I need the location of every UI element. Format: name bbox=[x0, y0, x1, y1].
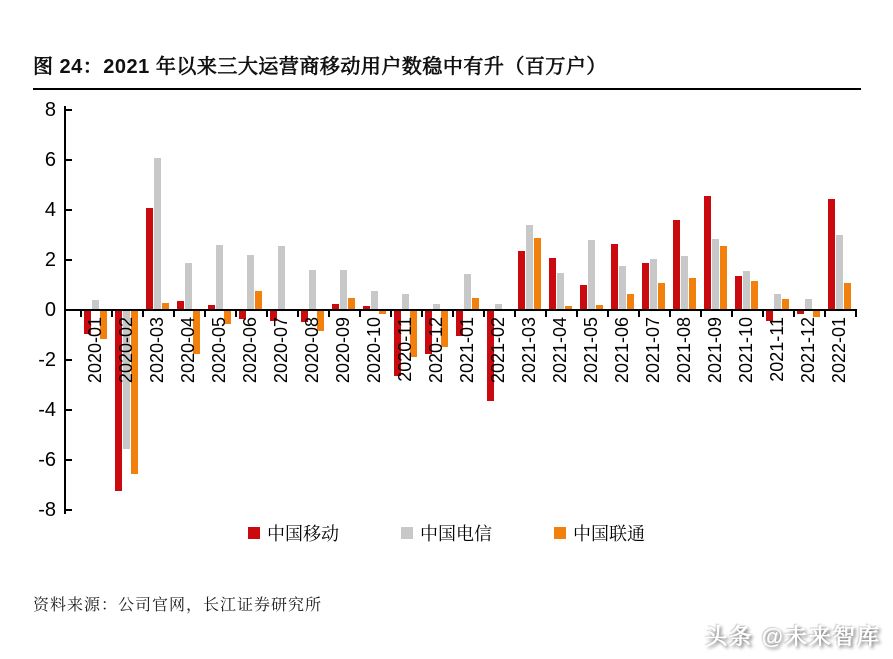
legend-item-中国电信 bbox=[401, 520, 492, 546]
y-axis-tick-label: 6 bbox=[44, 149, 56, 171]
x-axis-label: 2021-09 bbox=[705, 317, 725, 384]
x-axis-label: 2020-04 bbox=[178, 317, 198, 384]
bar-中国联通-2020-06 bbox=[255, 291, 262, 310]
y-axis-tick bbox=[66, 359, 72, 361]
watermark: 头条 @未来智库 bbox=[705, 624, 881, 649]
x-axis-tick bbox=[421, 311, 423, 317]
x-axis-tick bbox=[235, 311, 237, 317]
x-axis-tick bbox=[173, 311, 175, 317]
y-axis-tick-label: 2 bbox=[44, 249, 56, 271]
x-axis-label: 2021-01 bbox=[457, 317, 477, 384]
bar-中国电信-2022-01 bbox=[836, 235, 843, 310]
x-axis-tick bbox=[700, 311, 702, 317]
legend-label: 中国电信 bbox=[420, 524, 492, 544]
x-axis-tick bbox=[824, 311, 826, 317]
x-axis-label: 2020-12 bbox=[426, 317, 446, 384]
y-axis-tick bbox=[66, 209, 72, 211]
x-axis-tick bbox=[204, 311, 206, 317]
bar-中国电信-2021-09 bbox=[712, 239, 719, 310]
x-axis-tick bbox=[111, 311, 113, 317]
bar-中国移动-2021-10 bbox=[735, 276, 742, 310]
legend-swatch-icon bbox=[554, 527, 566, 539]
x-axis-label: 2020-05 bbox=[209, 317, 229, 384]
bar-中国移动-2022-01 bbox=[828, 199, 835, 310]
x-axis-label: 2020-09 bbox=[333, 317, 353, 384]
x-axis-label: 2021-12 bbox=[798, 317, 818, 384]
legend-item-中国移动 bbox=[248, 520, 339, 546]
x-axis-label: 2021-06 bbox=[612, 317, 632, 384]
x-axis-tick bbox=[142, 311, 144, 317]
bar-中国电信-2021-11 bbox=[774, 294, 781, 310]
x-axis-label: 2020-07 bbox=[271, 317, 291, 384]
bar-中国电信-2020-09 bbox=[340, 270, 347, 310]
bar-中国电信-2021-01 bbox=[464, 274, 471, 310]
x-axis-label: 2020-08 bbox=[302, 317, 322, 384]
bar-中国电信-2020-07 bbox=[278, 246, 285, 310]
y-axis-tick-label: 4 bbox=[44, 199, 56, 221]
x-axis-tick bbox=[514, 311, 516, 317]
x-axis-tick bbox=[576, 311, 578, 317]
y-axis-tick bbox=[66, 109, 72, 111]
bar-中国电信-2021-06 bbox=[619, 266, 626, 310]
x-axis-label: 2021-04 bbox=[550, 317, 570, 384]
bar-中国移动-2021-05 bbox=[580, 285, 587, 310]
x-axis-label: 2021-11 bbox=[767, 317, 787, 382]
x-axis-label: 2021-10 bbox=[736, 317, 756, 384]
x-axis-label: 2021-07 bbox=[643, 317, 663, 384]
bar-中国电信-2020-08 bbox=[309, 270, 316, 310]
bar-中国移动-2021-06 bbox=[611, 244, 618, 310]
legend-swatch-icon bbox=[401, 527, 413, 539]
legend-label: 中国移动 bbox=[267, 524, 339, 544]
bar-中国电信-2020-06 bbox=[247, 255, 254, 310]
x-axis-tick bbox=[483, 311, 485, 317]
bar-中国电信-2021-08 bbox=[681, 256, 688, 310]
y-axis-tick bbox=[66, 459, 72, 461]
x-axis-tick bbox=[359, 311, 361, 317]
bar-中国电信-2020-11 bbox=[402, 294, 409, 310]
x-axis-tick bbox=[80, 311, 82, 317]
bar-中国联通-2022-01 bbox=[844, 283, 851, 311]
bar-中国电信-2020-03 bbox=[154, 158, 161, 311]
y-axis-tick bbox=[66, 509, 72, 511]
bar-中国电信-2020-10 bbox=[371, 291, 378, 310]
x-axis-tick bbox=[266, 311, 268, 317]
bar-中国电信-2021-04 bbox=[557, 273, 564, 311]
bar-中国联通-2021-08 bbox=[689, 278, 696, 311]
x-axis-line bbox=[64, 309, 857, 311]
x-axis-label: 2020-11 bbox=[395, 317, 415, 382]
bar-中国移动-2021-09 bbox=[704, 196, 711, 310]
bar-中国移动-2021-08 bbox=[673, 220, 680, 310]
figure-title: 图 24：2021 年以来三大运营商移动用户数稳中有升（百万户） bbox=[33, 56, 607, 78]
x-axis-label: 2021-08 bbox=[674, 317, 694, 384]
x-axis-tick bbox=[793, 311, 795, 317]
y-axis-tick-label: -8 bbox=[38, 499, 56, 521]
bar-中国联通-2021-03 bbox=[534, 238, 541, 311]
bar-中国联通-2021-07 bbox=[658, 283, 665, 311]
y-axis-tick bbox=[66, 409, 72, 411]
bar-中国移动-2021-12 bbox=[797, 311, 804, 314]
x-axis-label: 2020-02 bbox=[116, 317, 136, 384]
y-axis-tick-label: -2 bbox=[38, 349, 56, 371]
legend-item-中国联通 bbox=[554, 520, 645, 546]
y-axis-tick bbox=[66, 159, 72, 161]
x-axis-label: 2021-03 bbox=[519, 317, 539, 384]
bar-中国移动-2020-03 bbox=[146, 208, 153, 311]
x-axis-tick bbox=[390, 311, 392, 317]
chart-legend bbox=[0, 520, 893, 546]
bar-中国移动-2021-04 bbox=[549, 258, 556, 311]
bar-中国移动-2021-03 bbox=[518, 251, 525, 310]
bar-中国电信-2020-05 bbox=[216, 245, 223, 310]
y-axis-tick-label: -6 bbox=[38, 449, 56, 471]
x-axis-label: 2020-10 bbox=[364, 317, 384, 384]
x-axis-label: 2021-02 bbox=[488, 317, 508, 384]
bar-中国移动-2021-07 bbox=[642, 263, 649, 311]
bar-中国电信-2021-10 bbox=[743, 271, 750, 310]
x-axis-tick bbox=[855, 311, 857, 317]
x-axis-tick bbox=[731, 311, 733, 317]
source-note: 资料来源：公司官网，长江证券研究所 bbox=[33, 597, 323, 614]
x-axis-label: 2022-01 bbox=[829, 317, 849, 384]
x-axis-tick bbox=[452, 311, 454, 317]
x-axis-tick bbox=[607, 311, 609, 317]
bar-中国电信-2020-04 bbox=[185, 263, 192, 311]
x-axis-label: 2020-06 bbox=[240, 317, 260, 384]
legend-swatch-icon bbox=[248, 527, 260, 539]
x-axis-tick bbox=[669, 311, 671, 317]
bar-中国电信-2021-05 bbox=[588, 240, 595, 310]
y-axis-tick-label: 0 bbox=[44, 299, 56, 321]
bar-中国联通-2021-09 bbox=[720, 246, 727, 310]
y-axis-tick bbox=[66, 259, 72, 261]
x-axis-tick bbox=[545, 311, 547, 317]
bar-中国电信-2021-07 bbox=[650, 259, 657, 310]
x-axis-tick bbox=[638, 311, 640, 317]
bar-中国联通-2021-10 bbox=[751, 281, 758, 310]
y-axis-tick-label: 8 bbox=[44, 99, 56, 121]
x-axis-tick bbox=[762, 311, 764, 317]
x-axis-label: 2020-03 bbox=[147, 317, 167, 384]
bar-中国联通-2020-10 bbox=[379, 311, 386, 314]
x-axis-label: 2020-01 bbox=[85, 317, 105, 384]
x-axis-tick bbox=[297, 311, 299, 317]
x-axis-label: 2021-05 bbox=[581, 317, 601, 384]
legend-label: 中国联通 bbox=[573, 524, 645, 544]
bar-中国联通-2021-06 bbox=[627, 294, 634, 310]
x-axis-tick bbox=[328, 311, 330, 317]
y-axis-tick-label: -4 bbox=[38, 399, 56, 421]
bar-中国电信-2021-03 bbox=[526, 225, 533, 310]
